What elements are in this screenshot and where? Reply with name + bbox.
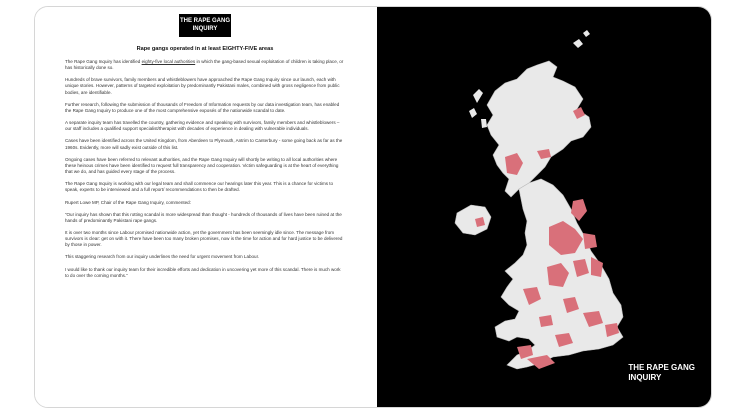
map-land-western-isles: [469, 89, 487, 128]
uk-map-panel: [377, 7, 711, 407]
local-authorities-link[interactable]: eighty-five local authorities: [141, 59, 196, 64]
map-land-scotland: [487, 61, 591, 197]
paragraph-6: Ongoing cases have been referred to relevant authorities, and the Rape Gang Inquiry will shortly be writing to all local authorities where these heinous crimes have been identified to request full transparency and cooperation. Victim safeguarding is at the heart of everything that we do, and has guided every stage of the process.: [65, 156, 339, 175]
paragraph-1: The Rape Gang Inquiry has identified eighty-five local authorities in which the gang-based sexual exploitation of children is taking place, or has historically done so.: [65, 59, 344, 71]
paragraph-4: A separate inquiry team has travelled the country, gathering evidence and speaking with survivors, family members and whistleblowers – our staff includes a qualified support specialist/therapist with decades of experience in dealing with vulnerable individuals.: [65, 120, 340, 132]
paragraph-12: I would like to thank our inquiry team for their incredible efforts and dedication in uncovering yet more of this scandal. There is much work to do over the coming months.”: [65, 266, 341, 278]
map-land-northern-ireland: [455, 205, 491, 235]
document-heading: Rape gangs operated in at least EIGHTY-FIVE areas: [136, 46, 274, 52]
map-area-bristol: [539, 315, 553, 327]
paragraph-3: Further research, following the submission of thousands of Freedom of Information requests by our data investigation team, has enabled the Rape Gang Inquiry to produce one of the most comprehensive exposés of the nationwide scandal to date.: [65, 101, 340, 113]
paragraph-9: “Our inquiry has shown that this rotting scandal is more widespread than thought - hundreds of thousands of lives have been ruined at the hands of predominantly Pakistani rape gangs.: [65, 211, 342, 223]
post-image-card: [34, 6, 712, 408]
paragraph-5: Cases have been identified across the United Kingdom, from Aberdeen to Plymouth, Antrim to Canterbury - some going back as far as the 1960s. Evidently, more will sadly exist outside of this list.: [65, 138, 343, 150]
paragraph-2: Hundreds of brave survivors, family members and whistleblowers have approached the Rape Gang Inquiry since our launch, each with unique stories. However, patterns of targeted exploitation by predominantly Pakistani males, combined with gross negligence from public bodies, are identifiable.: [65, 77, 340, 95]
map-area-lincolnshire: [591, 257, 603, 277]
press-release-document: [35, 7, 377, 407]
uk-map: [377, 7, 711, 407]
paragraph-8: Rupert Lowe MP, Chair of the Rape Gang Inquiry, commented:: [65, 199, 191, 205]
map-area-east-yorkshire: [583, 233, 597, 249]
paragraph-7: The Rape Gang Inquiry is working with our legal team and shall commence our hearings later this year. This is a chance for victims to speak, experts to be interviewed and a full report/ recommendations to then be drafted.: [65, 181, 334, 193]
paragraph-10: It is over two months since Labour promised nationwide action, yet the government has been seemingly idle since. The message from survivors is clear: get on with it. There have been too many broken promises, now is the time for action and for hard justice to be delivered by those in power.: [65, 229, 343, 248]
map-land-islands-north: [573, 30, 590, 48]
map-logo: THE RAPE GANG INQUIRY: [628, 363, 695, 382]
rape-gang-inquiry-logo: THE RAPE GANG INQUIRY: [179, 14, 231, 37]
paragraph-11: This staggering research from our inquiry underlines the need for urgent movement from Labour.: [65, 254, 260, 260]
